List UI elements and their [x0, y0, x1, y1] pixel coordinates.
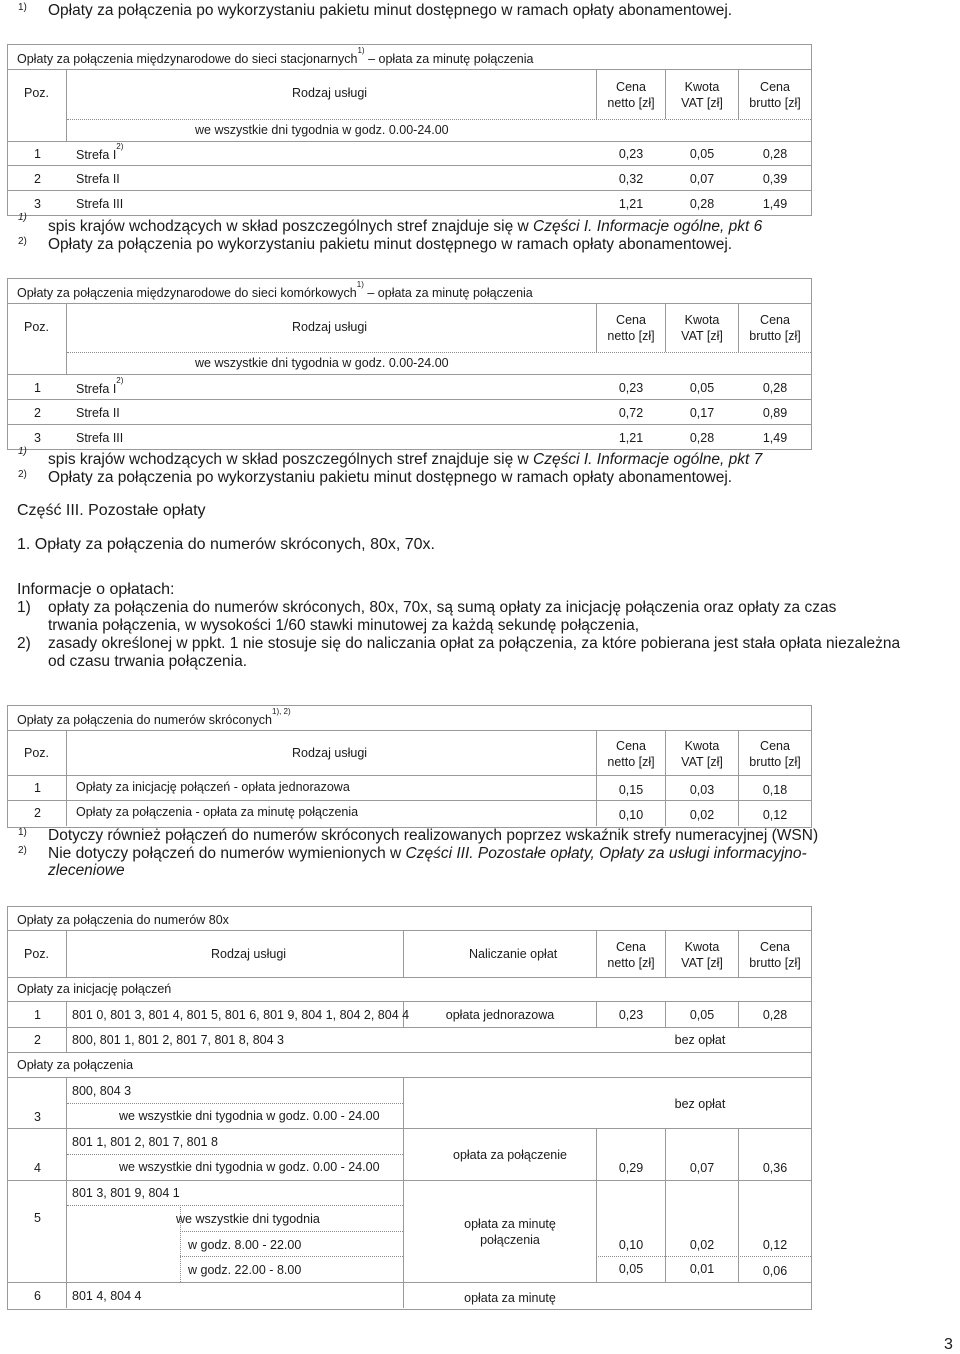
- footnote-text: Nie dotyczy połączeń do numerów wymienionych w Części III. Pozostałe opłaty, Opłaty za usługi informacyjno-: [48, 845, 807, 862]
- footnote-text: Opłaty za połączenia po wykorzystaniu pakietu minut dostępnego w ramach opłaty abonamentowej.: [48, 2, 733, 19]
- header-vat: Kwota VAT [zł]: [681, 739, 723, 769]
- header-vat: Kwota VAT [zł]: [681, 313, 723, 343]
- footnote-mark: 2): [18, 236, 27, 247]
- list-item-continuation: od czasu trwania połączenia.: [48, 653, 248, 670]
- section-row-calls: Opłaty za połączenia: [17, 1058, 134, 1072]
- header-service: Rodzaj usługi: [292, 86, 368, 100]
- table-title: Opłaty za połączenia międzynarodowe do sieci stacjonarnych$^{1)}$ – opłata za minutę połączenia: [17, 46, 534, 67]
- list-item-continuation: trwania połączenia, w wysokości 1/60 stawki minutowej za każdą sekundę połączenia,: [48, 617, 640, 634]
- subsection-heading: 1. Opłaty za połączenia do numerów skróconych, 80x, 70x.: [17, 536, 435, 553]
- header-poz: Poz.: [24, 320, 50, 334]
- footnote-mark: 2): [18, 845, 27, 856]
- footnote-text: Opłaty za połączenia po wykorzystaniu pakietu minut dostępnego w ramach opłaty abonamentowej.: [48, 469, 733, 486]
- header-net-price: Cena netto [zł]: [607, 739, 655, 769]
- list-marker: 1): [17, 599, 31, 616]
- header-net-price: Cena netto [zł]: [607, 940, 655, 970]
- subheader-hours: we wszystkie dni tygodnia w godz. 0.00-24.00: [195, 356, 449, 370]
- section-heading: Część III. Pozostałe opłaty: [17, 502, 206, 519]
- footnote-mark: 1): [18, 212, 27, 223]
- page-number: 3: [944, 1336, 953, 1353]
- info-heading: Informacje o opłatach:: [17, 581, 175, 598]
- footnote-mark: 1): [18, 827, 27, 838]
- subheader-hours: we wszystkie dni tygodnia w godz. 0.00-24.00: [195, 123, 449, 137]
- header-service: Rodzaj usługi: [211, 947, 287, 961]
- footnote-text: Opłaty za połączenia po wykorzystaniu pakietu minut dostępnego w ramach opłaty abonamentowej.: [48, 236, 733, 253]
- list-item: zasady określonej w ppkt. 1 nie stosuje się do naliczania opłat za połączenia, za które pobierana jest stała opłata niezależna: [48, 635, 901, 652]
- header-poz: Poz.: [24, 947, 50, 961]
- table-title: Opłaty za połączenia do numerów 80x: [17, 913, 229, 927]
- footnote-text-continuation: zleceniowe: [48, 862, 125, 879]
- header-gross-price: Cena brutto [zł]: [749, 940, 801, 970]
- table-title: Opłaty za połączenia międzynarodowe do sieci komórkowych$^{1)}$ – opłata za minutę połączenia: [17, 280, 533, 301]
- header-poz: Poz.: [24, 86, 50, 100]
- header-gross-price: Cena brutto [zł]: [749, 739, 801, 769]
- header-vat: Kwota VAT [zł]: [681, 940, 723, 970]
- header-vat: Kwota VAT [zł]: [681, 80, 723, 110]
- header-poz: Poz.: [24, 746, 50, 760]
- footnote-mark: 1): [18, 2, 27, 13]
- list-item: opłaty za połączenia do numerów skróconych, 80x, 70x, są sumą opłaty za inicjację połączenia oraz opłaty za czas: [48, 599, 837, 616]
- header-net-price: Cena netto [zł]: [607, 313, 655, 343]
- header-net-price: Cena netto [zł]: [607, 80, 655, 110]
- table-title: Opłaty za połączenia do numerów skróconych$^{1), 2)}$: [17, 707, 291, 728]
- footnote-text: spis krajów wchodzących w skład poszczególnych stref znajduje się w Części I. Informacje ogólne, pkt 6: [48, 218, 763, 235]
- footnote-mark: 2): [18, 469, 27, 480]
- header-service: Rodzaj usługi: [292, 746, 368, 760]
- footnote-text: spis krajów wchodzących w skład poszczególnych stref znajduje się w Części I. Informacje ogólne, pkt 7: [48, 451, 763, 468]
- footnote-mark: 1): [18, 446, 27, 457]
- header-service: Rodzaj usługi: [292, 320, 368, 334]
- footnote-text: Dotyczy również połączeń do numerów skróconych realizowanych poprzez wskaźnik strefy numeracyjnej (WSN): [48, 827, 819, 844]
- charging-per-minute: opłata za minutę połączenia: [464, 1217, 556, 1247]
- section-row-initiation: Opłaty za inicjację połączeń: [17, 982, 172, 996]
- header-gross-price: Cena brutto [zł]: [749, 80, 801, 110]
- header-gross-price: Cena brutto [zł]: [749, 313, 801, 343]
- list-marker: 2): [17, 635, 31, 652]
- header-charging: Naliczanie opłat: [469, 947, 558, 961]
